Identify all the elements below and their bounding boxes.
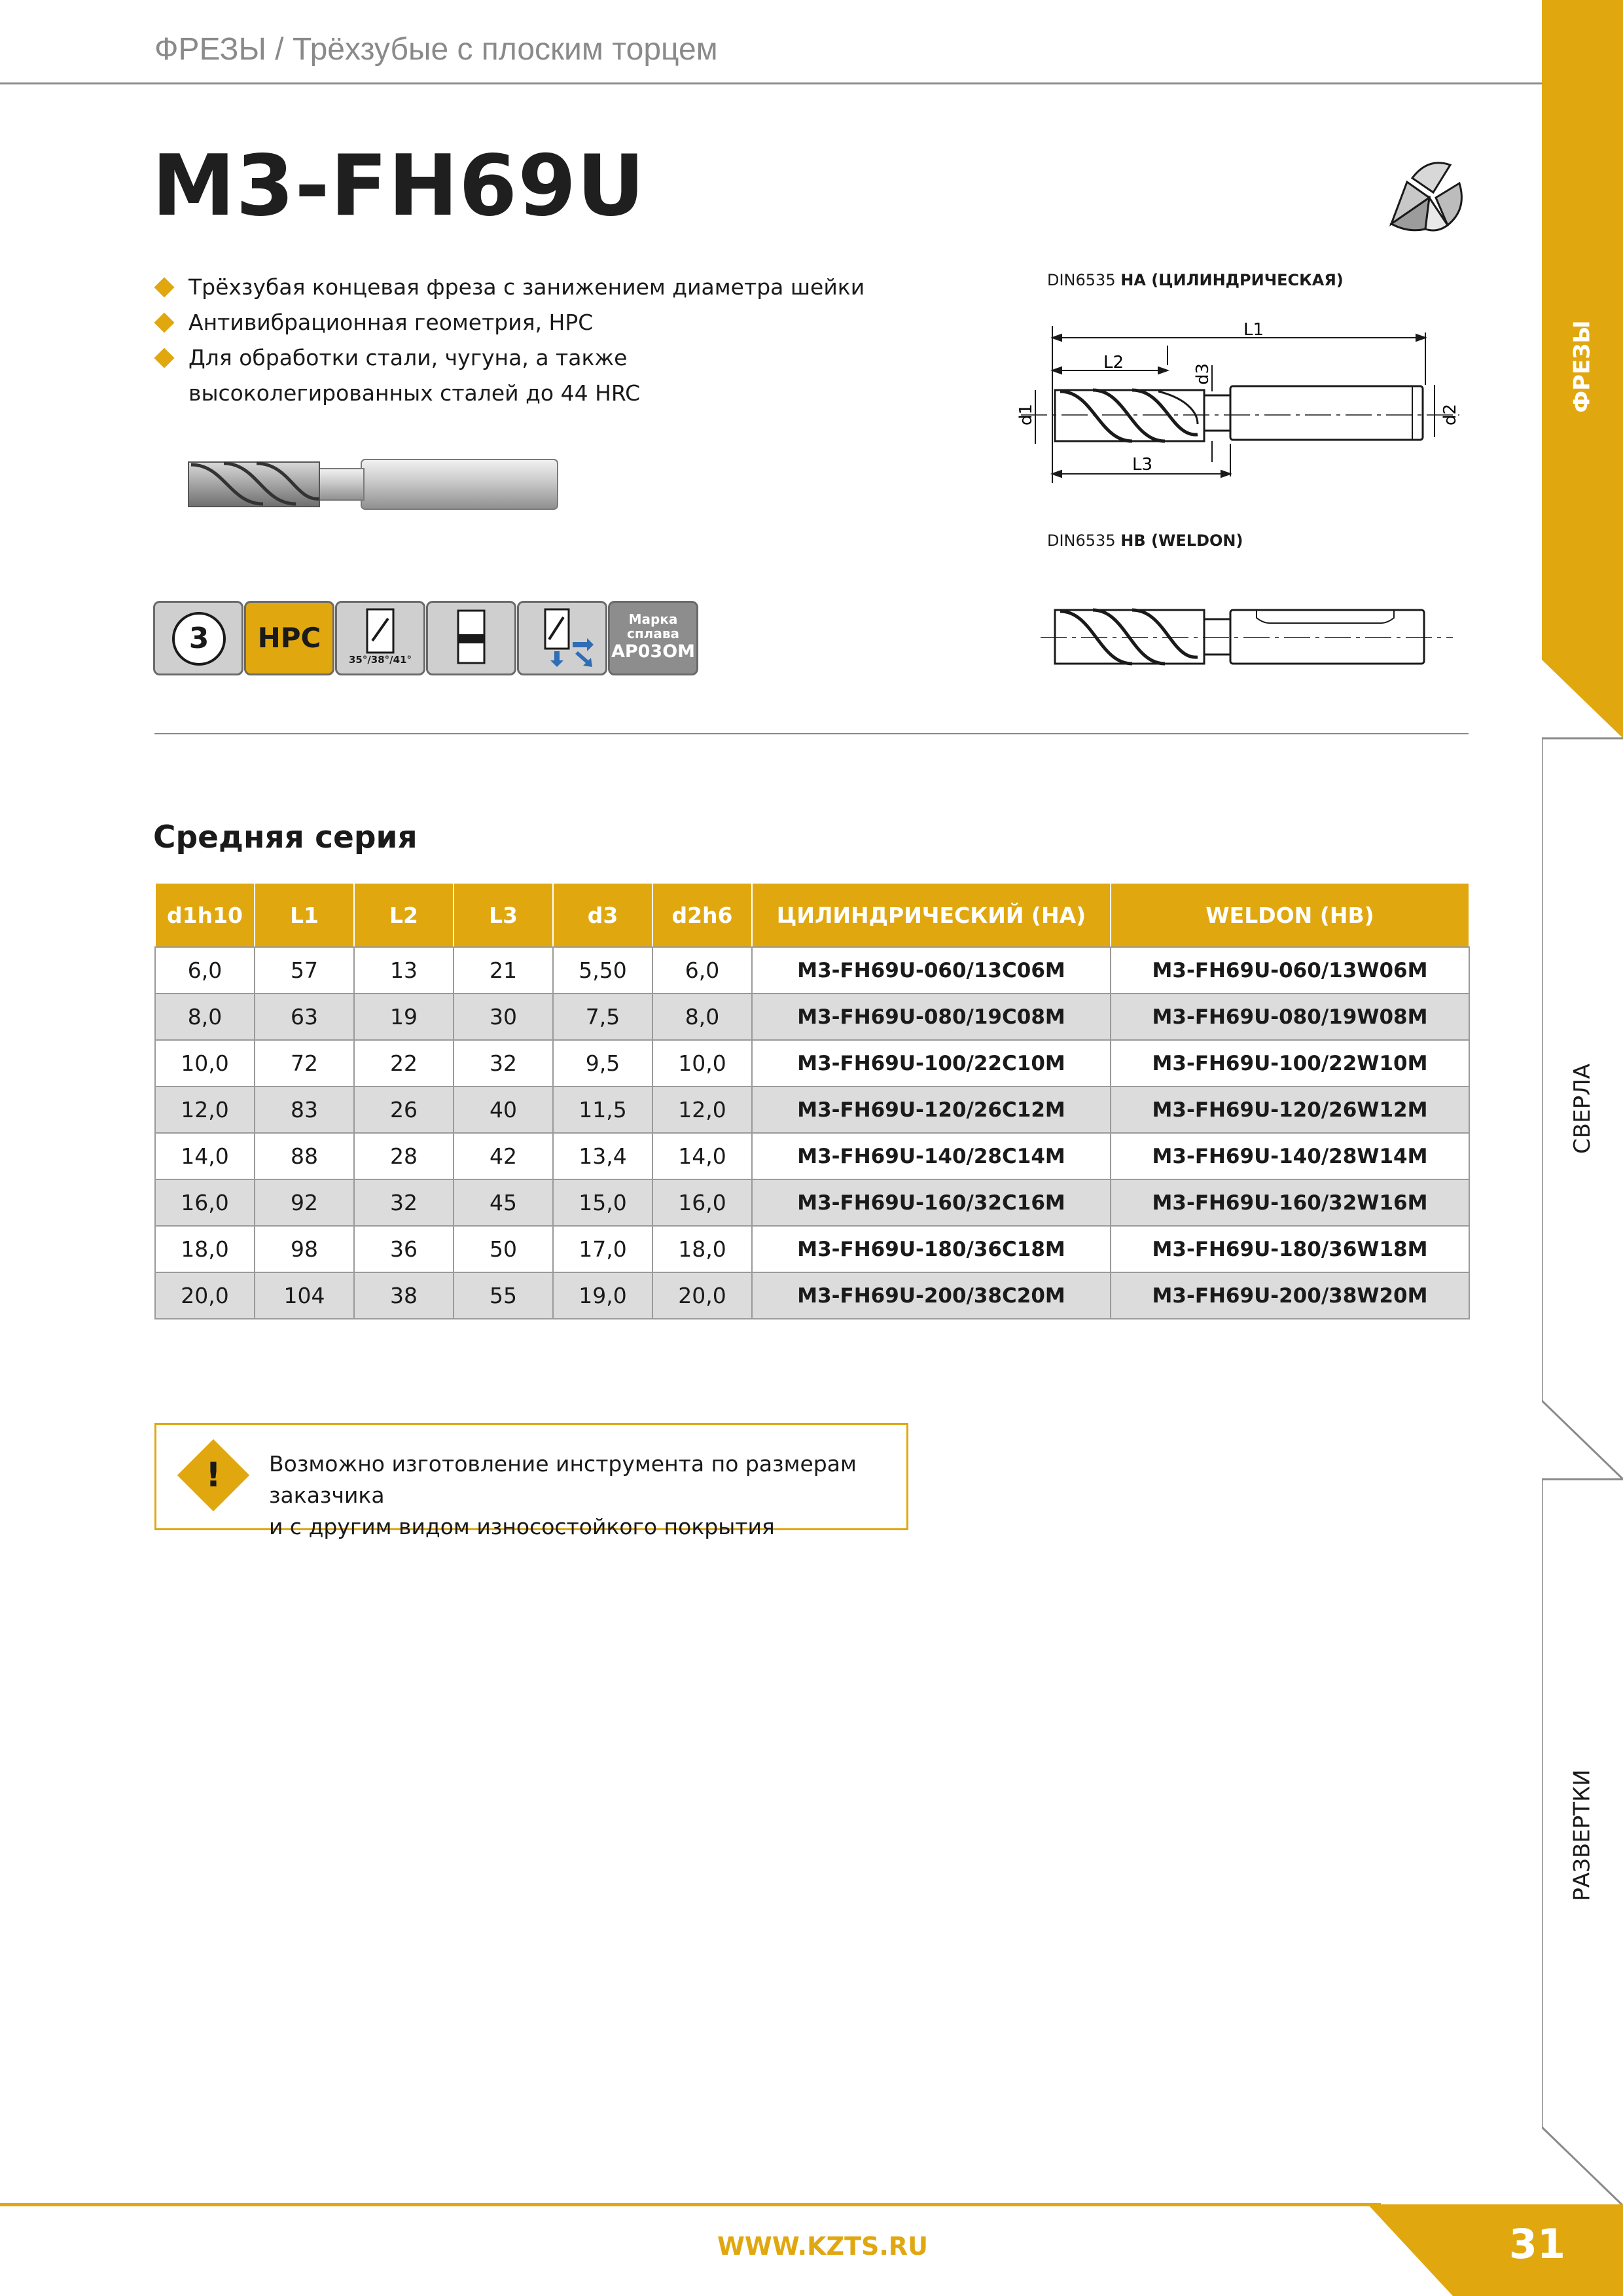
grade-value: AP03OM (611, 641, 696, 662)
order-code-cell: M3-FH69U-060/13C06M (752, 947, 1111, 994)
table-cell: 104 (255, 1272, 354, 1319)
diagram-ha-label: DIN6535 HA (ЦИЛИНДРИЧЕСКАЯ) (1047, 271, 1344, 289)
sidebar-item-sverla[interactable]: СВЕРЛА (1569, 1064, 1596, 1154)
table-cell: 18,0 (652, 1226, 752, 1272)
notice-line: Возможно изготовление инструмента по размерам заказчика (269, 1451, 857, 1508)
table-cell: 63 (255, 994, 354, 1040)
table-cell: 98 (255, 1226, 354, 1272)
dim-d2: d2 (1440, 403, 1460, 425)
table-cell: 40 (454, 1086, 553, 1133)
hpc-badge: HPC (244, 601, 334, 675)
table-cell: 30 (454, 994, 553, 1040)
dim-d3: d3 (1193, 363, 1213, 385)
table-cell: 92 (255, 1179, 354, 1226)
helix-icon (363, 608, 397, 654)
table-cell: 15,0 (553, 1179, 652, 1226)
table-cell: 20,0 (155, 1272, 255, 1319)
table-cell: 20,0 (652, 1272, 752, 1319)
helix-angle-label: 35°/38°/41° (348, 654, 412, 666)
diamond-bullet-icon (154, 348, 174, 368)
table-cell: 88 (255, 1133, 354, 1179)
table-row (155, 1272, 1469, 1319)
table-cell: 12,0 (652, 1086, 752, 1133)
table-cell: 19,0 (553, 1272, 652, 1319)
table-cell: 22 (354, 1040, 454, 1086)
table-cell: 21 (454, 947, 553, 994)
table-cell: 32 (454, 1040, 553, 1086)
col-header: d2h6 (652, 883, 752, 947)
table-cell: 83 (255, 1086, 354, 1133)
table-cell: 8,0 (155, 994, 255, 1040)
table-row (155, 1179, 1469, 1226)
feature-item: Трёхзубая концевая фреза с занижением диаметра шейки (157, 270, 969, 305)
carbide-grade-badge (608, 601, 698, 675)
table-cell: 6,0 (652, 947, 752, 994)
grade-line1: Марка (628, 611, 678, 627)
table-row (155, 1040, 1469, 1086)
table-cell: 17,0 (553, 1226, 652, 1272)
order-code-cell: M3-FH69U-120/26C12M (752, 1086, 1111, 1133)
spec-table (154, 882, 1470, 1319)
section-divider (154, 733, 1469, 734)
order-code-cell: M3-FH69U-060/13W06M (1111, 947, 1469, 994)
breadcrumb: ФРЕЗЫ / Трёхзубые с плоским торцем (154, 32, 718, 67)
end-mill-photo (185, 452, 564, 517)
table-cell: 14,0 (652, 1133, 752, 1179)
dim-l2: L2 (1103, 353, 1124, 372)
table-cell: 12,0 (155, 1086, 255, 1133)
col-header: L2 (354, 883, 454, 947)
page-title: M3-FH69U (152, 137, 646, 235)
table-cell: 57 (255, 947, 354, 994)
footer-url-link[interactable]: WWW.KZTS.RU (717, 2232, 928, 2261)
table-header-row (155, 883, 1469, 947)
dim-l3: L3 (1132, 455, 1153, 475)
order-code-cell: M3-FH69U-160/32C16M (752, 1179, 1111, 1226)
page-number: 31 (1508, 2220, 1565, 2268)
table-cell: 26 (354, 1086, 454, 1133)
table-cell: 16,0 (652, 1179, 752, 1226)
footer-rule (0, 2203, 1381, 2206)
helix-angle-badge (335, 601, 425, 675)
order-code-cell: M3-FH69U-140/28C14M (752, 1133, 1111, 1179)
machining-direction-badge (517, 601, 607, 675)
table-cell: 28 (354, 1133, 454, 1179)
order-code-cell: M3-FH69U-080/19W08M (1111, 994, 1469, 1040)
table-row (155, 1086, 1469, 1133)
table-cell: 11,5 (553, 1086, 652, 1133)
col-header: L1 (255, 883, 354, 947)
table-row (155, 947, 1469, 994)
table-cell: 38 (354, 1272, 454, 1319)
order-code-cell: M3-FH69U-200/38W20M (1111, 1272, 1469, 1319)
dim-l1: L1 (1243, 320, 1264, 340)
sidebar-item-frezy[interactable]: ФРЕЗЫ (1569, 320, 1596, 413)
table-cell: 8,0 (652, 994, 752, 1040)
table-row (155, 994, 1469, 1040)
notice-text (269, 1448, 906, 1543)
table-body (155, 947, 1469, 1319)
order-code-cell: M3-FH69U-160/32W16M (1111, 1179, 1469, 1226)
col-header: d1h10 (155, 883, 255, 947)
order-code-cell: M3-FH69U-200/38C20M (752, 1272, 1111, 1319)
table-cell: 55 (454, 1272, 553, 1319)
table-cell: 5,50 (553, 947, 652, 994)
flutes-badge (153, 601, 243, 675)
flat-end-badge (426, 601, 516, 675)
table-cell: 36 (354, 1226, 454, 1272)
order-code-cell: M3-FH69U-180/36W18M (1111, 1226, 1469, 1272)
sidebar-tab-outlines (1542, 655, 1623, 2212)
table-cell: 9,5 (553, 1040, 652, 1086)
diamond-bullet-icon (154, 312, 174, 332)
table-cell: 50 (454, 1226, 553, 1272)
notice-line: и с другим видом износостойкого покрытия (269, 1514, 775, 1539)
table-cell: 6,0 (155, 947, 255, 994)
table-cell: 32 (354, 1179, 454, 1226)
table-cell: 18,0 (155, 1226, 255, 1272)
table-cell: 14,0 (155, 1133, 255, 1179)
table-title: Средняя серия (153, 819, 418, 855)
order-code-cell: M3-FH69U-180/36C18M (752, 1226, 1111, 1272)
feature-list (157, 270, 969, 411)
table-row (155, 1133, 1469, 1179)
flat-end-icon (454, 609, 488, 666)
direction-arrows-icon (533, 608, 596, 668)
table-cell: 10,0 (155, 1040, 255, 1086)
order-code-cell: M3-FH69U-120/26W12M (1111, 1086, 1469, 1133)
table-cell: 10,0 (652, 1040, 752, 1086)
grade-line2: сплава (627, 626, 679, 641)
table-cell: 19 (354, 994, 454, 1040)
order-code-cell: M3-FH69U-100/22C10M (752, 1040, 1111, 1086)
table-cell: 42 (454, 1133, 553, 1179)
feature-item-continuation: высоколегированных сталей до 44 HRC (188, 380, 641, 406)
header-divider (0, 82, 1542, 84)
table-cell: 13,4 (553, 1133, 652, 1179)
order-code-cell: M3-FH69U-080/19C08M (752, 994, 1111, 1040)
diagram-hb-drawing (1041, 601, 1453, 673)
table-cell: 72 (255, 1040, 354, 1086)
table-cell: 7,5 (553, 994, 652, 1040)
flutes-count: 3 (172, 612, 226, 666)
order-code-cell: M3-FH69U-140/28W14M (1111, 1133, 1469, 1179)
col-header: ЦИЛИНДРИЧЕСКИЙ (HA) (752, 883, 1111, 947)
col-header: WELDON (HB) (1111, 883, 1469, 947)
order-code-cell: M3-FH69U-100/22W10M (1111, 1040, 1469, 1086)
sidebar-item-razvertki[interactable]: РАЗВЕРТКИ (1569, 1769, 1596, 1901)
table-cell: 13 (354, 947, 454, 994)
diagram-ha-drawing (1001, 313, 1472, 490)
table-row (155, 1226, 1469, 1272)
three-flute-icon (1382, 152, 1471, 237)
feature-item: Для обработки стали, чугуна, а также (157, 340, 969, 376)
feature-item: Антивибрационная геометрия, HPC (157, 305, 969, 340)
page-number-tab (1368, 2204, 1623, 2296)
warning-exclamation: ! (205, 1456, 221, 1495)
dim-d1: d1 (1016, 403, 1036, 425)
diamond-bullet-icon (154, 277, 174, 297)
diagram-hb-label: DIN6535 HB (WELDON) (1047, 531, 1243, 550)
col-header: d3 (553, 883, 652, 947)
notice-box (154, 1423, 908, 1539)
table-cell: 16,0 (155, 1179, 255, 1226)
col-header: L3 (454, 883, 553, 947)
table-cell: 45 (454, 1179, 553, 1226)
